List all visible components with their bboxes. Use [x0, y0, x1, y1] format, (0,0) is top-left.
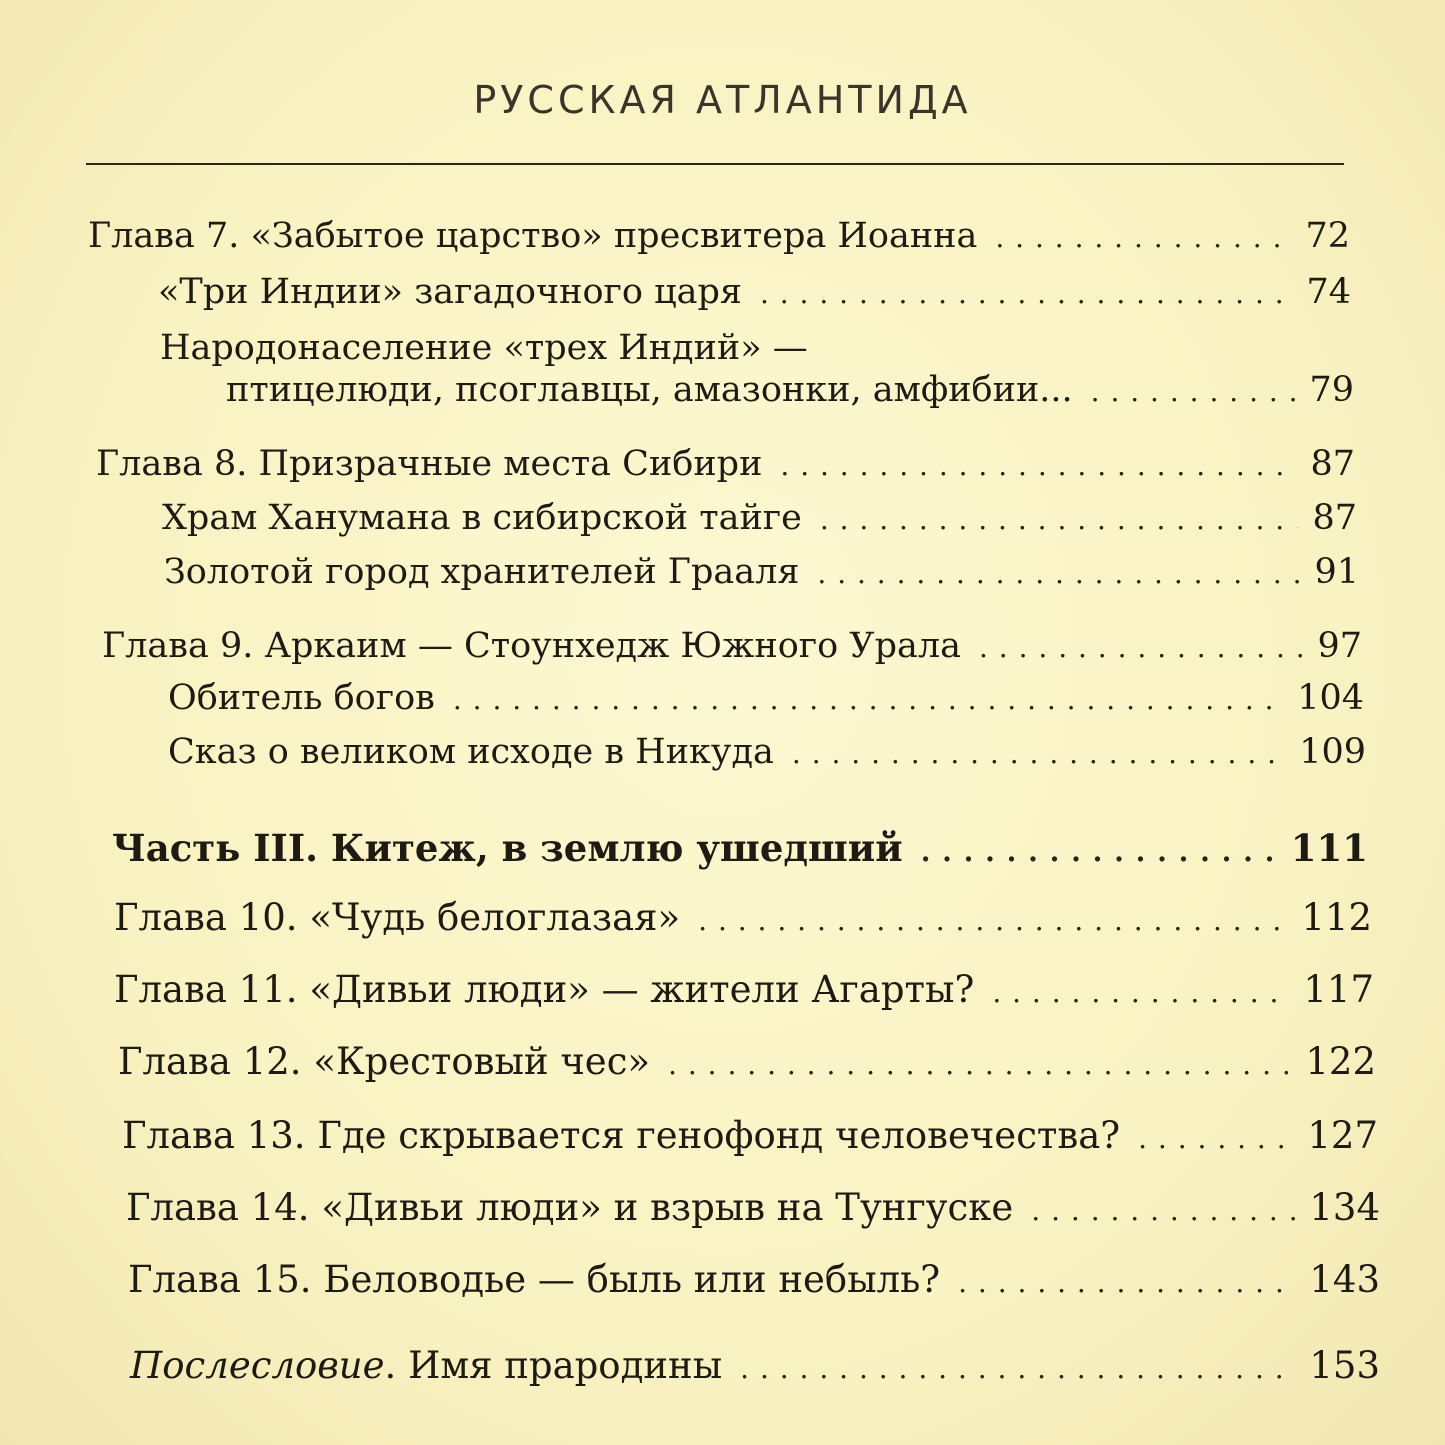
- toc-entry-title: Глава 8. Призрачные места Сибири: [96, 444, 763, 484]
- dot-leader: [792, 732, 1285, 776]
- toc-page-number: 79: [1309, 370, 1354, 410]
- dot-leader: [992, 971, 1289, 1015]
- toc-entry-section-line2[interactable]: [226, 368, 1354, 414]
- toc-entry-section[interactable]: [158, 270, 1351, 316]
- toc-entry-title: Глава 13. Где скрывается генофонд человечества?: [122, 1114, 1121, 1157]
- dot-leader: [740, 1347, 1295, 1391]
- toc-entry-chapter-13[interactable]: [122, 1114, 1378, 1161]
- toc-page-number: 112: [1301, 896, 1372, 939]
- toc-page-number: 127: [1307, 1114, 1378, 1157]
- toc-entry-section[interactable]: [168, 676, 1364, 722]
- toc-entry-title: Глава 11. «Дивьи люди» — жители Агарты?: [114, 968, 975, 1011]
- toc-entry-title: Глава 9. Аркаим — Стоунхедж Южного Урала: [102, 626, 961, 666]
- toc-entry-chapter-10[interactable]: [114, 896, 1372, 943]
- toc-entry-title: Золотой город хранителей Грааля: [164, 552, 800, 592]
- toc-entry-section-line1[interactable]: [160, 326, 808, 370]
- dot-leader: [1031, 1189, 1295, 1233]
- running-head: РУССКАЯ АТЛАНТИДА: [473, 78, 972, 122]
- toc-page-number: 104: [1297, 678, 1364, 718]
- toc-page-number: 111: [1290, 826, 1368, 870]
- dot-leader: [453, 678, 1283, 722]
- dot-leader: [995, 216, 1291, 260]
- toc-entry-chapter-12[interactable]: [118, 1040, 1376, 1087]
- toc-entry-chapter-8[interactable]: [96, 442, 1355, 488]
- toc-page-number: 122: [1305, 1040, 1376, 1083]
- toc-page-number: 72: [1305, 216, 1350, 256]
- toc-entry-chapter-14[interactable]: [126, 1186, 1380, 1233]
- toc-page-number: 143: [1309, 1258, 1380, 1301]
- toc-page-number: 87: [1310, 444, 1355, 484]
- toc-entry-title: Храм Ханумана в сибирской тайге: [162, 498, 802, 538]
- toc-entry-title: «Три Индии» загадочного царя: [158, 272, 742, 312]
- afterword-label: Послесловие: [130, 1344, 385, 1387]
- toc-entry-title: Глава 7. «Забытое царство» пресвитера Иоанна: [88, 216, 978, 256]
- toc-entry-title: Часть III. Китеж, в землю ушедший: [112, 826, 903, 870]
- toc-entry-section[interactable]: [162, 496, 1357, 542]
- dot-leader: [668, 1043, 1291, 1087]
- toc-entry-title: птицелюди, псоглавцы, амазонки, амфибии...: [226, 370, 1073, 410]
- toc-entry-title: Глава 15. Беловодье — быль или небыль?: [128, 1258, 941, 1301]
- toc-page-number: 153: [1309, 1344, 1380, 1387]
- toc-entry-title: Глава 12. «Крестовый чес»: [118, 1040, 651, 1083]
- toc-entry-title: Народонаселение «трех Индий» —: [160, 328, 808, 368]
- toc-entry-title: [130, 1344, 722, 1388]
- toc-entry-part-3[interactable]: [112, 826, 1368, 874]
- toc-page-number: 117: [1303, 968, 1374, 1011]
- toc-page-number: 91: [1314, 552, 1359, 592]
- toc-page-number: 74: [1306, 272, 1351, 312]
- toc-entry-chapter-15[interactable]: [128, 1258, 1380, 1305]
- toc-entry-section[interactable]: [164, 550, 1359, 596]
- dot-leader: [958, 1261, 1295, 1305]
- toc-entry-title: Сказ о великом исходе в Никуда: [168, 732, 774, 772]
- dot-leader: [780, 444, 1296, 488]
- dot-leader: [698, 899, 1287, 943]
- toc-entry-chapter-11[interactable]: [114, 968, 1374, 1015]
- afterword-title: . Имя прародины: [384, 1344, 723, 1387]
- dot-leader: [1138, 1117, 1293, 1161]
- dot-leader: [760, 272, 1293, 316]
- toc-entry-title: Глава 14. «Дивьи люди» и взрыв на Тунгуске: [126, 1186, 1014, 1229]
- dot-leader: [820, 498, 1299, 542]
- toc-page-number: 109: [1299, 732, 1366, 772]
- toc-entry-chapter-9[interactable]: [102, 624, 1362, 670]
- dot-leader: [979, 626, 1303, 670]
- toc-page-number: 134: [1309, 1186, 1380, 1229]
- toc-entry-chapter-7[interactable]: [88, 214, 1350, 260]
- toc-page-number: 87: [1312, 498, 1357, 538]
- toc-entry-afterword[interactable]: [130, 1344, 1380, 1391]
- toc-entry-title: Глава 10. «Чудь белоглазая»: [114, 896, 681, 939]
- header-rule: [86, 163, 1344, 165]
- toc-entry-title: Обитель богов: [168, 678, 435, 718]
- dot-leader: [817, 552, 1300, 596]
- toc-page-number: 97: [1317, 626, 1362, 666]
- dot-leader: [921, 830, 1277, 874]
- toc-entry-section[interactable]: [168, 730, 1366, 776]
- dot-leader: [1091, 370, 1296, 414]
